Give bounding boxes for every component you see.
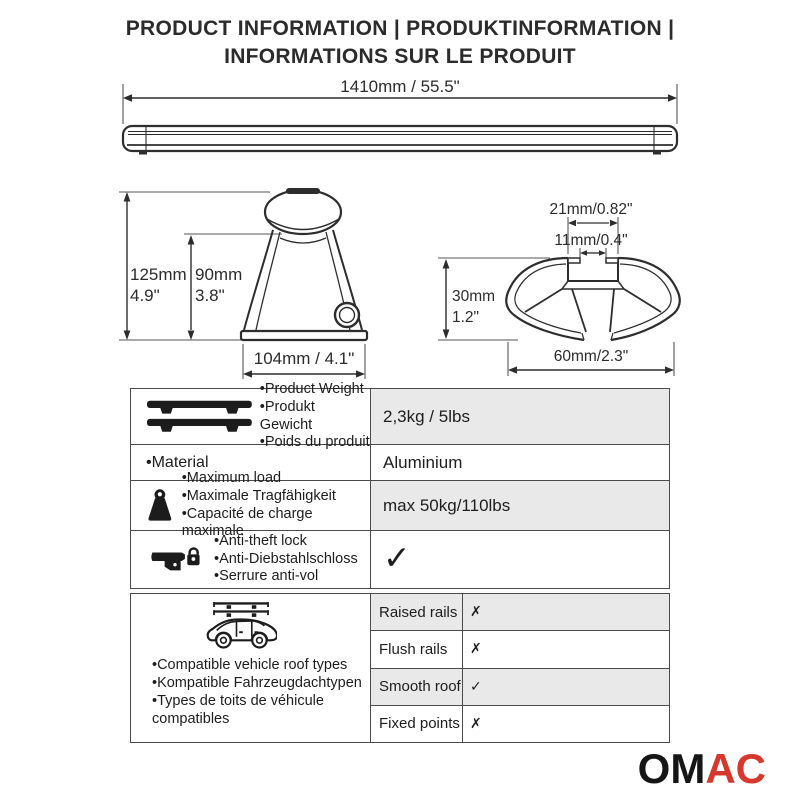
roof-option-mark: ✗ [470, 715, 482, 732]
roof-option-mark: ✓ [470, 678, 482, 695]
roof-option-raised-rails [371, 594, 669, 631]
roof-option-name: Fixed points [371, 706, 463, 742]
roof-types-label-cell [131, 594, 371, 742]
roof-types-labels [131, 657, 370, 729]
page-title [0, 15, 800, 70]
logo-black-part: OM [637, 745, 706, 792]
profile-drawing [506, 258, 679, 340]
label-line: •Anti-Diebstahlschloss [214, 550, 358, 567]
body-height-arrow [188, 235, 195, 340]
roof-option-smooth-roof [371, 669, 669, 706]
foot-body-height-mm: 90mm [195, 265, 243, 284]
profile-width-label: 60mm/2.3" [553, 348, 629, 365]
label-line: •Maximum load [181, 469, 282, 486]
label-line: •Compatible vehicle roof types [152, 657, 348, 673]
roof-types-table [130, 593, 670, 743]
label-line: •Produkt Gewicht [259, 398, 315, 433]
car-with-roof-rack-icon [205, 597, 277, 653]
label-line: •Product Weight [259, 380, 364, 397]
weight-icon [146, 487, 174, 524]
roof-option-flush-rails [371, 631, 669, 668]
omac-logo [637, 745, 766, 792]
roof-option-name: Smooth roof [371, 669, 463, 705]
foot-width-arrow [243, 370, 365, 377]
label-line: •Kompatible Fahrzeugdachtypen [152, 674, 362, 691]
spec-value-product-weight: 2,3kg / 5lbs [371, 389, 669, 444]
spec-label-cell [131, 380, 371, 451]
profile-height-mm: 30mm [452, 288, 496, 305]
mounting-foot-diagram [110, 182, 400, 385]
roof-option-name: Raised rails [371, 594, 463, 630]
crossbars-icon [147, 400, 252, 434]
logo-red-part: AC [705, 745, 766, 792]
crossbar-length-diagram [105, 70, 695, 162]
foot-drawing [241, 188, 367, 340]
roof-option-mark: ✗ [470, 604, 482, 621]
foot-width-label: 104mm / 4.1" [253, 349, 355, 368]
spec-value-material: Aluminium [383, 452, 463, 472]
crossbar-drawing [123, 126, 677, 155]
spec-labels [214, 533, 358, 587]
label-line: •Types de toits de véhicule compatibles [152, 692, 324, 727]
profile-height-in: 1.2" [452, 309, 480, 326]
label-line: •Poids du produit [259, 434, 370, 451]
foot-lock-circle [335, 303, 359, 327]
foot-total-height-mm: 125mm [130, 265, 187, 284]
roof-option-name: Flush rails [371, 631, 463, 667]
roof-option-fixed-points [371, 706, 669, 742]
spec-value-maximum-load: max 50kg/110lbs [371, 481, 669, 530]
label-line: •Serrure anti-vol [214, 568, 319, 585]
roof-option-mark: ✗ [470, 641, 482, 658]
foot-body-height-in: 3.8" [195, 286, 225, 305]
spec-value-anti-theft [371, 531, 669, 588]
label-line: •Anti-theft lock [214, 532, 307, 549]
spec-row-anti-theft-lock [131, 531, 669, 588]
foot-total-height-in: 4.9" [130, 286, 160, 305]
spec-label-cell [131, 531, 371, 588]
material-label: •Material [146, 453, 209, 471]
label-line: •Maximale Tragfähigkeit [181, 487, 336, 504]
crossbar-profile-diagram [425, 196, 697, 380]
slot-inner-arrow [580, 248, 606, 258]
page-title-line1: PRODUCT INFORMATION | PRODUKTINFORMATION | [125, 17, 675, 40]
spec-row-maximum-load [131, 469, 669, 540]
spec-row-product-weight [131, 380, 669, 451]
label-line: •Capacité de charge maximale [181, 505, 313, 540]
spec-label-cell [131, 469, 371, 540]
bar-length-label: 1410mm / 55.5" [340, 77, 460, 96]
slot-inner-label: 11mm/0.4" [554, 232, 628, 249]
roof-types-options [371, 594, 669, 742]
spec-table [130, 380, 670, 589]
lock-icon [149, 543, 201, 577]
page-title-line2: INFORMATIONS SUR LE PRODUIT [224, 44, 576, 68]
slot-outer-label: 21mm/0.82" [549, 201, 633, 218]
spec-labels [260, 381, 370, 453]
check-mark: ✓ [383, 538, 411, 577]
